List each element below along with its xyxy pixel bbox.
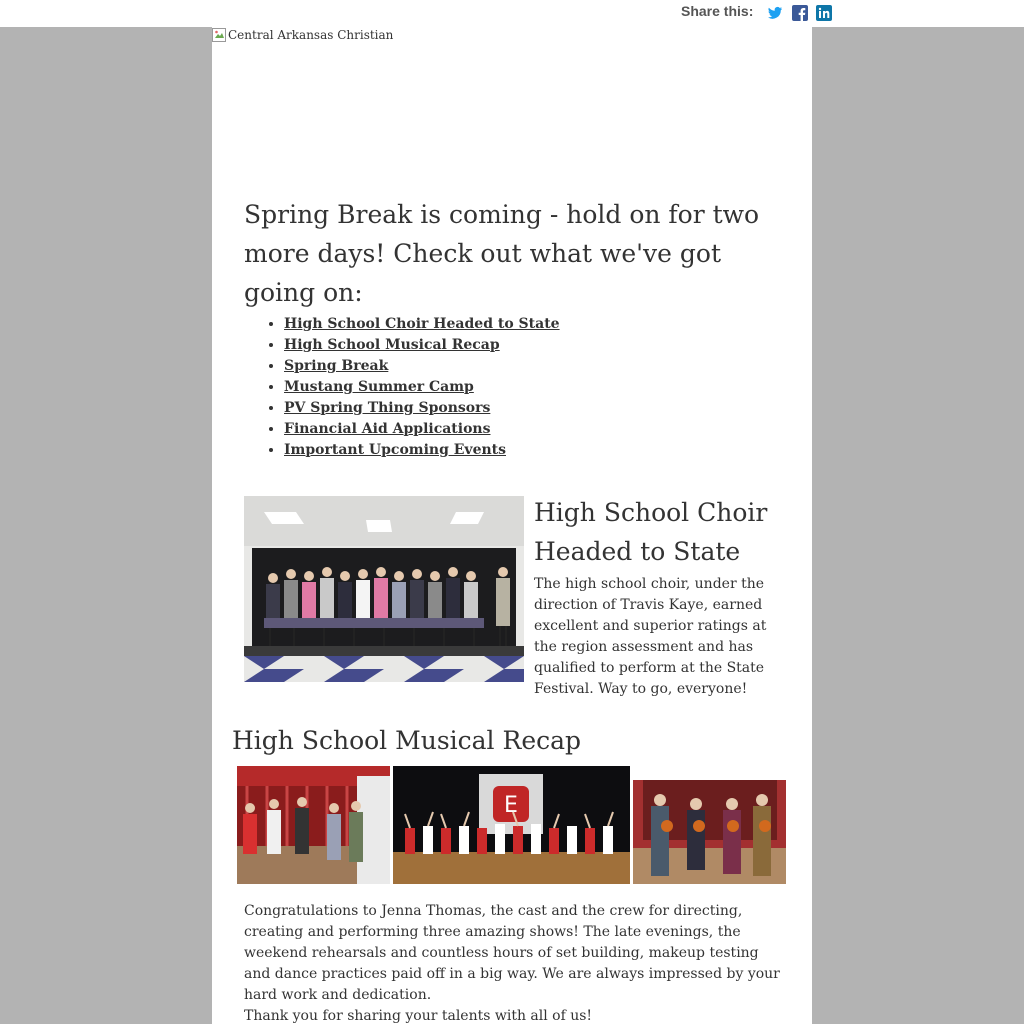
musical-photo-3 (633, 766, 786, 884)
musical-photo-2 (393, 766, 630, 884)
toc-link-choir[interactable]: High School Choir Headed to State (284, 316, 560, 332)
list-item (284, 419, 560, 440)
toc-link-events[interactable]: Important Upcoming Events (284, 442, 506, 458)
broken-image-icon (212, 28, 226, 42)
share-label: Share this: (681, 3, 754, 19)
newsletter-headline: Spring Break is coming - hold on for two more days! Check out what we've got going on: (244, 200, 760, 307)
svg-text:E: E (504, 793, 518, 818)
toc-link-spring-break[interactable]: Spring Break (284, 358, 389, 374)
logo-alt-text: Central Arkansas Christian (228, 28, 394, 42)
list-item (284, 440, 560, 461)
linkedin-icon[interactable] (816, 5, 832, 21)
list-item (284, 377, 560, 398)
choir-photo (244, 496, 524, 682)
list-item (284, 398, 560, 419)
toc-link-musical[interactable]: High School Musical Recap (284, 337, 500, 353)
toc-link-sponsors[interactable]: PV Spring Thing Sponsors (284, 400, 491, 416)
musical-thanks-text: Thank you for sharing your talents with all of us! (244, 1008, 593, 1024)
toc-link-financial-aid[interactable]: Financial Aid Applications (284, 421, 491, 437)
list-item (284, 314, 560, 335)
logo[interactable] (212, 28, 393, 42)
musical-section-title: High School Musical Recap (232, 726, 582, 755)
facebook-icon[interactable] (792, 5, 808, 21)
musical-congrats-text: Congratulations to Jenna Thomas, the cast and the crew for directing, creating and performing three amazing shows! The late evenings, the weekend rehearsals and countless hours of set building, makeup testing and dance practices paid off in a big way. We are always impressed by your hard work and dedication. (244, 903, 780, 1003)
twitter-icon[interactable] (767, 5, 783, 21)
share-bar (0, 0, 1024, 27)
choir-section-title: High School Choir Headed to State (534, 498, 768, 566)
musical-photo-1 (237, 766, 390, 884)
table-of-contents (264, 314, 560, 461)
toc-link-summer-camp[interactable]: Mustang Summer Camp (284, 379, 474, 395)
list-item (284, 335, 560, 356)
choir-section-text: The high school choir, under the direction of Travis Kaye, earned excellent and superior ratings at the region assessment and has qualified to perform at the State Festival. Way to go, everyone! (534, 576, 767, 697)
email-body (212, 27, 812, 1024)
list-item (284, 356, 560, 377)
